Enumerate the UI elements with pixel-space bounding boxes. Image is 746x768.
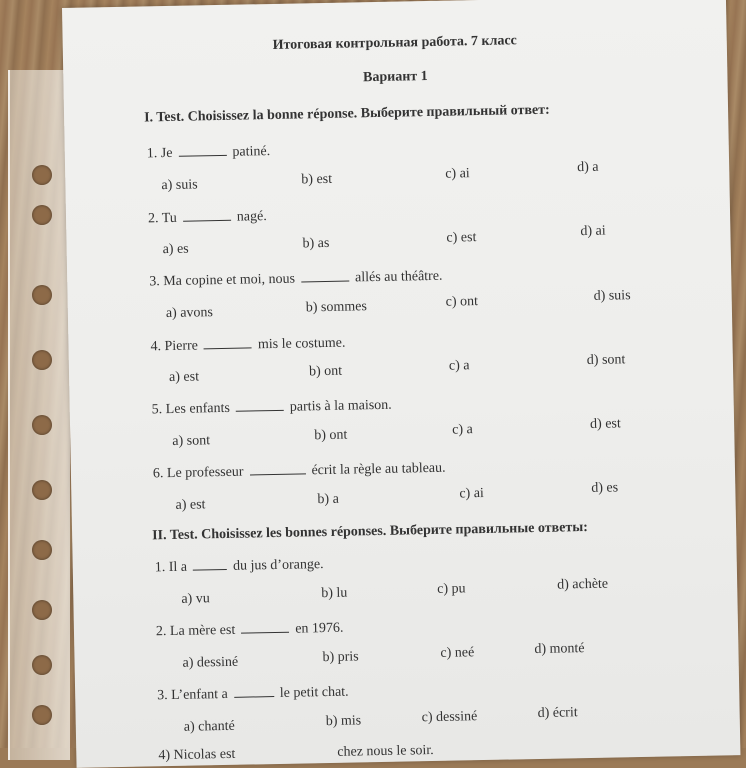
- answer-option[interactable]: a) suis: [161, 177, 198, 194]
- punch-hole: [32, 205, 52, 225]
- answer-option[interactable]: a) chanté: [183, 718, 235, 735]
- question: 3. L’enfant a le petit chat.: [157, 684, 349, 704]
- question: 1. Je patiné.: [146, 144, 271, 162]
- answer-option[interactable]: a) avons: [165, 305, 214, 322]
- punch-hole: [32, 480, 52, 500]
- punch-hole: [32, 540, 52, 560]
- variant-label: Вариант 1: [362, 68, 428, 86]
- punch-hole: [32, 705, 52, 725]
- answer-option[interactable]: a) dessiné: [182, 654, 239, 671]
- answer-option[interactable]: d) écrit: [537, 705, 578, 721]
- answer-option[interactable]: c) ai: [445, 166, 470, 182]
- answer-option[interactable]: c) pu: [437, 581, 466, 597]
- punch-hole: [32, 165, 52, 185]
- answer-option[interactable]: a) vu: [181, 591, 210, 607]
- punch-hole: [32, 350, 52, 370]
- answer-option[interactable]: b) mis: [325, 713, 362, 730]
- test-sheet: [62, 0, 740, 768]
- answer-option[interactable]: a) est: [175, 497, 206, 513]
- answer-option[interactable]: a) es: [162, 241, 189, 258]
- question: 4) Nicolas est chez nous le soir.: [158, 743, 434, 764]
- answer-option[interactable]: b) pris: [322, 649, 359, 666]
- answer-option[interactable]: d) achète: [557, 576, 609, 593]
- answer-option[interactable]: c) neé: [440, 645, 475, 661]
- question: 2. Tu nagé.: [147, 209, 267, 227]
- answer-option[interactable]: b) a: [317, 491, 340, 508]
- answer-option[interactable]: b) est: [301, 171, 333, 188]
- answer-option[interactable]: d) est: [589, 416, 621, 432]
- question: 6. Le professeur écrit la règle au tableau.: [152, 460, 446, 482]
- question: 5. Les enfants partis à la maison.: [151, 397, 392, 418]
- punch-hole: [32, 655, 52, 675]
- page-title: Итоговая контрольная работа. 7 класс: [272, 33, 517, 53]
- punch-hole: [32, 285, 52, 305]
- question: 2. La mère est en 1976.: [155, 620, 344, 640]
- answer-option[interactable]: b) lu: [321, 585, 348, 602]
- answer-option[interactable]: b) sommes: [305, 299, 367, 316]
- question: 3. Ma copine et moi, nous allés au théâtre.: [149, 268, 443, 290]
- plastic-sleeve-edge: [8, 70, 70, 760]
- section-2-title: II. Test. Choisissez les bonnes réponses. Выберите правильные ответы:: [152, 520, 588, 544]
- question: 1. Il a du jus d’orange.: [154, 557, 324, 576]
- answer-option[interactable]: c) a: [452, 422, 473, 438]
- answer-option[interactable]: d) ai: [580, 223, 606, 240]
- answer-option[interactable]: c) est: [446, 230, 477, 246]
- answer-option[interactable]: a) sont: [172, 433, 211, 449]
- answer-option[interactable]: b) as: [302, 235, 330, 252]
- punch-hole: [32, 600, 52, 620]
- answer-option[interactable]: a) est: [168, 369, 200, 386]
- answer-option[interactable]: d) a: [577, 159, 599, 176]
- answer-option[interactable]: c) ont: [445, 294, 479, 310]
- answer-option[interactable]: d) suis: [593, 288, 631, 304]
- section-1-title: I. Test. Choisissez la bonne réponse. Выберите правильный ответ:: [143, 102, 550, 126]
- punch-hole: [32, 415, 52, 435]
- question: 4. Pierre mis le costume.: [150, 335, 346, 355]
- answer-option[interactable]: d) sont: [586, 352, 626, 368]
- answer-option[interactable]: d) es: [591, 480, 619, 496]
- answer-option[interactable]: c) dessiné: [421, 709, 478, 726]
- answer-option[interactable]: b) ont: [308, 363, 343, 380]
- answer-option[interactable]: c) ai: [459, 485, 485, 502]
- answer-option[interactable]: b) ont: [314, 427, 348, 444]
- answer-option[interactable]: c) a: [448, 358, 470, 374]
- answer-option[interactable]: d) monté: [534, 641, 585, 658]
